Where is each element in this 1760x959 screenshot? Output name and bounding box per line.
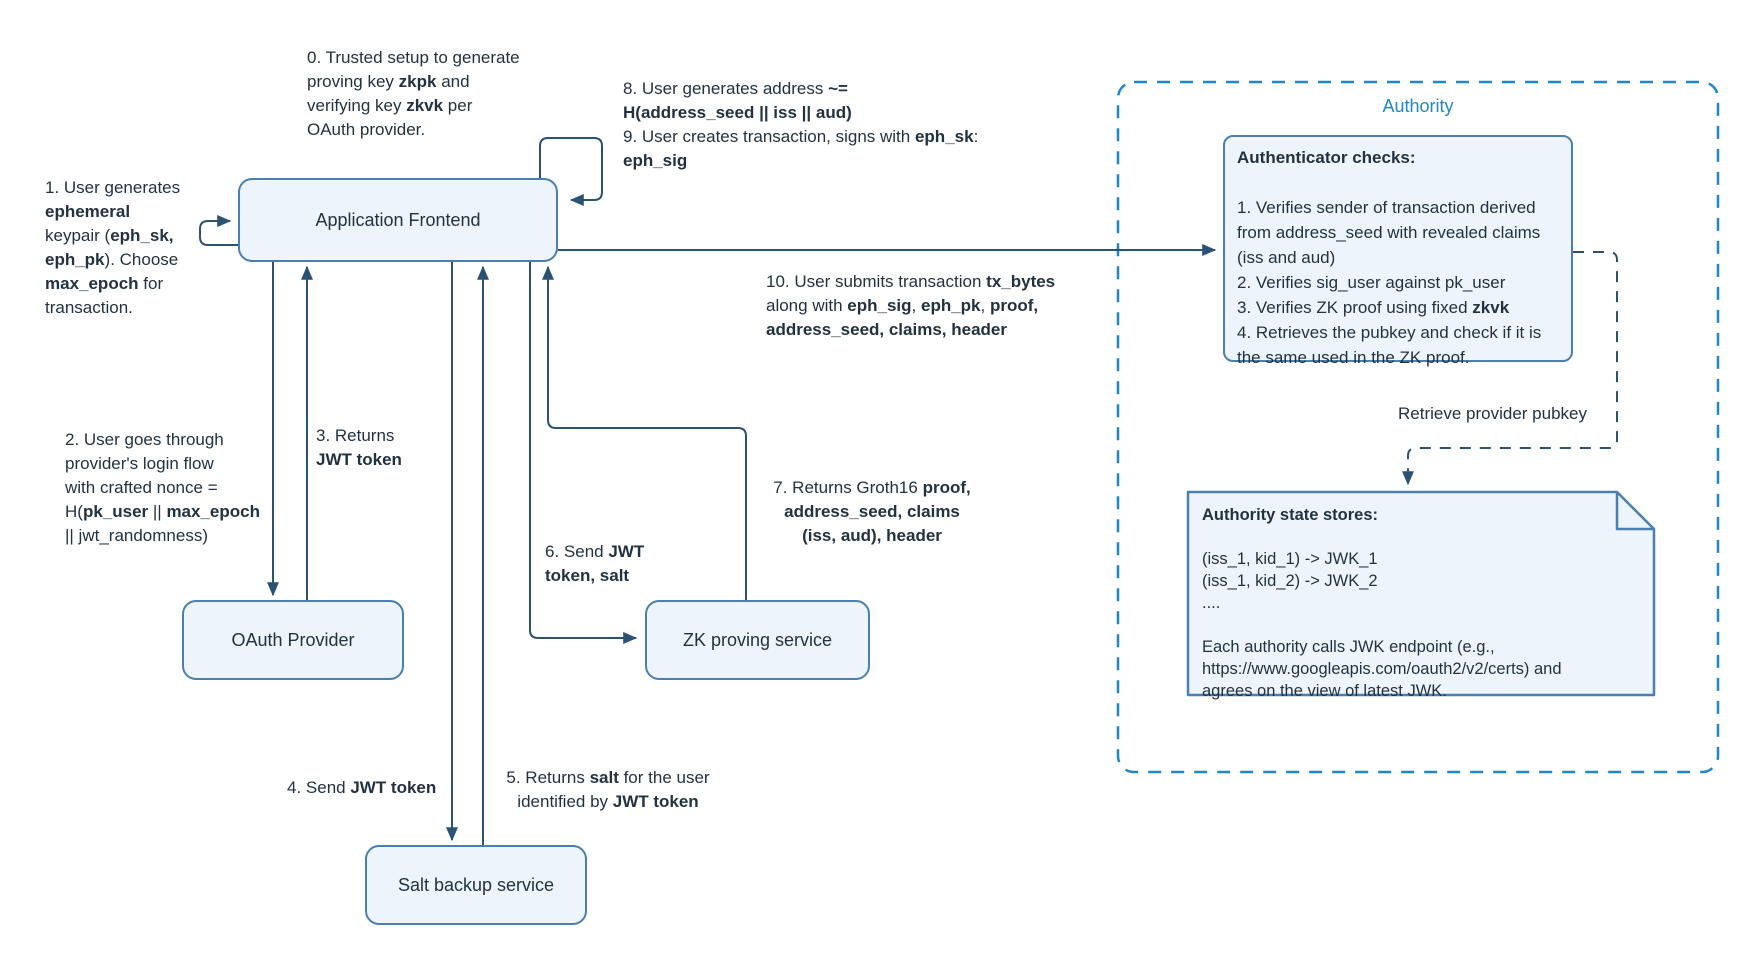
- annotation-step-2: 2. User goes through provider's login flow with crafted nonce = H(pk_user || max_epoch || jwt_randomness): [65, 430, 260, 545]
- annotation-steps-8-9: 8. User generates address ~= H(address_seed || iss || aud) 9. User creates transaction, signs with eph_sk: eph_sig: [623, 79, 979, 170]
- authenticator-checks-panel: Authenticator checks: 1. Verifies sender of transaction derived from address_seed with revealed claims (iss and aud) 2. Verifies sig_user against pk_user 3. Verifies ZK proof using fixed zkvk 4. Retrieves the pubkey and check if it is the same used in the ZK proof.: [1223, 135, 1573, 362]
- annotation-step-3: 3. Returns JWT token: [316, 426, 402, 469]
- annotation-step-1: 1. User generates ephemeral keypair (eph_sk, eph_pk). Choose max_epoch for transaction.: [45, 178, 181, 317]
- label-retrieve-provider-pubkey: Retrieve provider pubkey: [1398, 404, 1587, 423]
- annotation-step-0: 0. Trusted setup to generate proving key zkpk and verifying key zkvk per OAuth provider.: [307, 48, 520, 139]
- authority-container-title: Authority: [1382, 96, 1454, 116]
- annotation-step-10: 10. User submits transaction tx_bytes along with eph_sig, eph_pk, proof, address_seed, claims, header: [766, 272, 1056, 339]
- annotation-step-7: 7. Returns Groth16 proof, address_seed, claims (iss, aud), header: [773, 478, 971, 545]
- node-label-zk-proving-service: ZK proving service: [682, 629, 833, 650]
- node-label-application-frontend: Application Frontend: [315, 209, 481, 230]
- node-label-oauth-provider: OAuth Provider: [231, 629, 355, 650]
- node-oauth-provider: [182, 600, 404, 680]
- node-salt-backup-service: [365, 845, 587, 925]
- node-label-salt-backup-service: Salt backup service: [397, 874, 555, 895]
- annotation-step-6: 6. Send JWT token, salt: [545, 542, 645, 585]
- node-zk-proving-service: [645, 600, 870, 680]
- authority-state-stores-text: Authority state stores: (iss_1, kid_1) -> JWK_1 (iss_1, kid_2) -> JWK_2 .... Each authority calls JWK endpoint (e.g., https://www.googleapis.com/oauth2/v2/certs) and agrees on the view of latest JWK.: [1202, 506, 1562, 700]
- node-application-frontend: [238, 178, 558, 262]
- self-loop-generate-keypair-arrow: [200, 221, 238, 245]
- annotation-step-4: 4. Send JWT token: [287, 778, 437, 797]
- annotation-step-5: 5. Returns salt for the user identified by JWT token: [506, 768, 710, 811]
